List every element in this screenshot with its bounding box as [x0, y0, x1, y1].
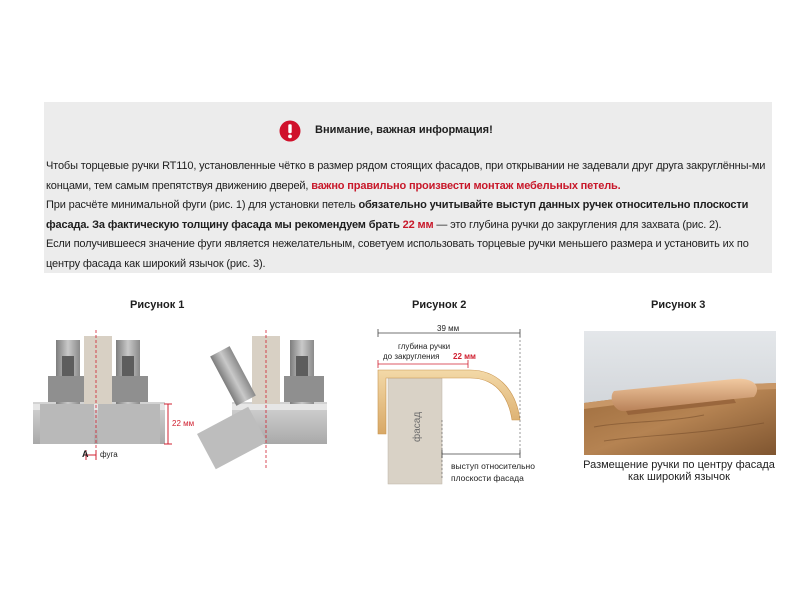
figure-2-width-label: 39 мм — [437, 324, 460, 333]
figure-1-label-a: A — [82, 449, 89, 459]
figure-2-depth-value: 22 мм — [453, 352, 476, 361]
figure-1-gap-label: фуга — [100, 450, 118, 459]
notice-title: Внимание, важная информация! — [315, 124, 493, 136]
notice-p2-tail: — это глубина ручки до закругления для захвата (рис. 2). — [433, 218, 722, 231]
figure-1-title: Рисунок 1 — [130, 299, 185, 311]
figure-2-title: Рисунок 2 — [412, 299, 467, 311]
notice-paragraph-3: Если получившееся значение фуги является нежелательным, советуем использовать торцевые ручки меньшего размера и установить их по центру фасада как широкий язычок (рис. 3). — [46, 238, 749, 270]
figure-2-protrusion-label-2: плоскости фасада — [451, 473, 524, 483]
figure-1-depth-label: 22 мм — [172, 419, 195, 428]
figure-3-caption-line-1: Размещение ручки по центру фасада — [583, 459, 775, 471]
figure-2-depth-label-1: глубина ручки — [398, 342, 451, 351]
figure-2-facade-label: фасад — [412, 411, 423, 442]
figure-3-caption-line-2: как широкий язычок — [628, 471, 730, 483]
figure-3-photo — [584, 331, 776, 455]
notice-p1-highlight: важно правильно произвести монтаж мебельных петель. — [311, 179, 621, 192]
notice-p1-text: Чтобы торцевые ручки RT110, установленные чётко в размер рядом стоящих фасадов, при открывании не задевали друг друга закруглённы-ми концами, тем самым препятствуя движению дверей, — [46, 160, 766, 192]
notice-p2-bold: обязательно учитывайте выступ данных ручек относительно плоскости фасада. За фактическую толщину фасада мы рекомендуем брать — [46, 199, 749, 231]
notice-p2-highlight: 22 мм — [402, 218, 434, 231]
figure-3-title: Рисунок 3 — [651, 299, 706, 311]
figure-2-depth-label-2: до закругления — [383, 352, 440, 361]
notice-p2-text: При расчёте минимальной фуги (рис. 1) для установки петель — [46, 199, 359, 211]
figure-3-caption — [572, 459, 786, 483]
figure-2-protrusion-label-1: выступ относительно — [451, 461, 535, 471]
